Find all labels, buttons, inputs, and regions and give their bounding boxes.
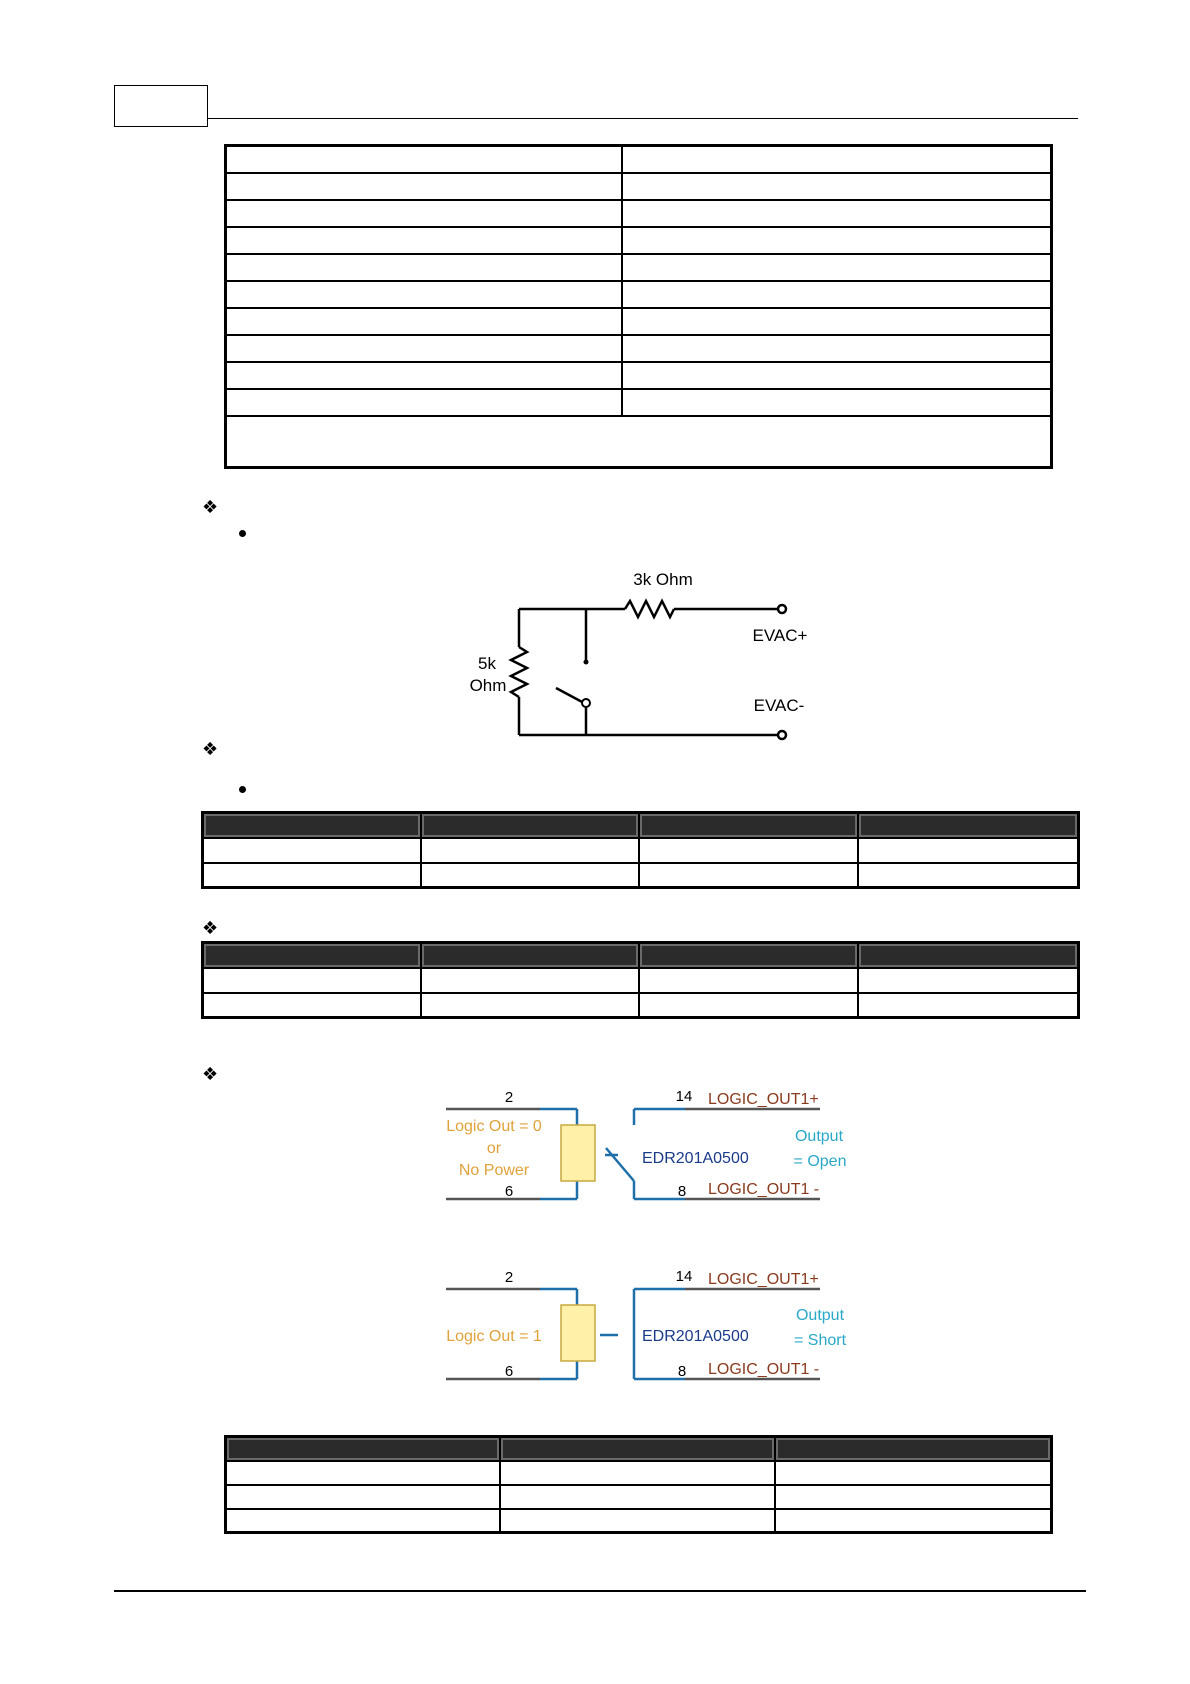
pin-6-label: 6: [504, 1363, 514, 1380]
page-number-box: [114, 85, 208, 127]
table-cell: [858, 993, 1079, 1018]
table-header-cell: [421, 813, 639, 838]
table-cell: [203, 838, 421, 863]
pin-2-label: 2: [504, 1269, 514, 1286]
table-cell: [858, 838, 1079, 863]
table-cell: [226, 1485, 500, 1509]
table-header-cell: [421, 943, 639, 968]
pin-6-label: 6: [504, 1183, 514, 1200]
table-cell: [226, 173, 622, 200]
table-row-note: [226, 416, 1052, 468]
pin-14-label: 14: [675, 1088, 693, 1105]
diamond-bullet-icon: ❖: [202, 739, 219, 760]
table-cell: [858, 968, 1079, 993]
table-cell: [226, 281, 622, 308]
table-cell: [622, 146, 1052, 173]
table-row: [226, 1461, 1052, 1485]
table-4: [224, 1435, 1053, 1534]
table-cell: [226, 335, 622, 362]
table-cell: [226, 254, 622, 281]
table-row: [226, 173, 1052, 200]
relay-short-diagram: [440, 1265, 860, 1395]
table-header-row: [203, 943, 1079, 968]
coil-state-label-2: or: [486, 1140, 502, 1157]
relay-part-number: EDR201A0500: [642, 1150, 749, 1167]
table-cell: [203, 863, 421, 888]
pin-8-label: 8: [677, 1183, 687, 1200]
table-cell: [639, 993, 858, 1018]
table-cell: [421, 968, 639, 993]
table-cell: [775, 1485, 1052, 1509]
logic-out-plus-label: LOGIC_OUT1+: [708, 1271, 819, 1288]
logic-out-minus-label: LOGIC_OUT1 -: [708, 1181, 820, 1198]
evac-circuit-diagram: [460, 565, 830, 745]
table-row: [203, 993, 1079, 1018]
pin-8-label: 8: [677, 1363, 687, 1380]
table-cell: [226, 1509, 500, 1533]
diamond-bullet-icon: ❖: [202, 497, 219, 518]
footer-rule: [114, 1590, 1086, 1592]
coil-state-label-1: Logic Out = 0: [446, 1118, 542, 1135]
table-row: [226, 335, 1052, 362]
relay-part-number: EDR201A0500: [642, 1328, 749, 1345]
table-cell: [500, 1461, 775, 1485]
table-header-cell: [500, 1437, 775, 1461]
table-cell: [500, 1485, 775, 1509]
table-cell: [622, 227, 1052, 254]
table-cell: [203, 968, 421, 993]
table-header-cell: [639, 813, 858, 838]
table-cell: [421, 863, 639, 888]
table-row: [226, 362, 1052, 389]
table-cell: [421, 838, 639, 863]
relay-open-diagram: [440, 1085, 860, 1215]
evac-minus-label: EVAC-: [753, 696, 805, 715]
table-cell: [622, 173, 1052, 200]
logic-out-plus-label: LOGIC_OUT1+: [708, 1091, 819, 1108]
output-state-label-1: Output: [795, 1307, 845, 1324]
table-cell: [622, 200, 1052, 227]
table-cell: [203, 993, 421, 1018]
table-cell: [226, 416, 1052, 468]
table-row: [203, 863, 1079, 888]
table-header-cell: [775, 1437, 1052, 1461]
table-2: [201, 811, 1080, 889]
table-header-row: [203, 813, 1079, 838]
table-row: [226, 281, 1052, 308]
diamond-bullet-icon: ❖: [202, 918, 219, 939]
table-row: [203, 838, 1079, 863]
table-header-cell: [858, 943, 1079, 968]
table-cell: [775, 1509, 1052, 1533]
table-header-cell: [226, 1437, 500, 1461]
table-row: [226, 146, 1052, 173]
coil-state-label-3: No Power: [458, 1162, 530, 1179]
table-header-cell: [858, 813, 1079, 838]
series-resistor-label: 3k Ohm: [633, 570, 693, 589]
pin-2-label: 2: [504, 1089, 514, 1106]
table-cell: [622, 362, 1052, 389]
table-cell: [226, 1461, 500, 1485]
table-cell: [226, 362, 622, 389]
table-row: [226, 308, 1052, 335]
table-cell: [622, 281, 1052, 308]
table-cell: [639, 838, 858, 863]
table-cell: [639, 863, 858, 888]
table-header-cell: [203, 943, 421, 968]
table-cell: [421, 993, 639, 1018]
round-bullet-icon: [239, 786, 246, 793]
table-cell: [622, 335, 1052, 362]
evac-plus-label: EVAC+: [752, 626, 808, 645]
table-row: [226, 200, 1052, 227]
table-header-cell: [203, 813, 421, 838]
table-cell: [226, 146, 622, 173]
table-cell: [500, 1509, 775, 1533]
round-bullet-icon: [239, 530, 246, 537]
table-cell: [639, 968, 858, 993]
table-cell: [226, 308, 622, 335]
header-rule: [208, 118, 1078, 119]
table-row: [226, 1509, 1052, 1533]
table-cell: [226, 200, 622, 227]
logic-out-minus-label: LOGIC_OUT1 -: [708, 1361, 820, 1378]
diamond-bullet-icon: ❖: [202, 1064, 219, 1085]
spec-table: [224, 144, 1053, 469]
table-cell: [622, 389, 1052, 416]
pin-14-label: 14: [675, 1268, 693, 1285]
table-row: [203, 968, 1079, 993]
output-state-label-1: Output: [794, 1128, 844, 1145]
table-row: [226, 1485, 1052, 1509]
table-cell: [226, 389, 622, 416]
table-header-cell: [639, 943, 858, 968]
table-cell: [622, 254, 1052, 281]
shunt-resistor-label-value: 5k: [478, 654, 496, 673]
table-cell: [226, 227, 622, 254]
table-cell: [858, 863, 1079, 888]
output-state-label-2: = Open: [793, 1153, 847, 1170]
table-3: [201, 941, 1080, 1019]
table-cell: [775, 1461, 1052, 1485]
shunt-resistor-label-unit: Ohm: [469, 676, 507, 695]
output-state-label-2: = Short: [793, 1332, 847, 1349]
table-row: [226, 254, 1052, 281]
coil-state-label-1: Logic Out = 1: [446, 1328, 542, 1345]
table-cell: [622, 308, 1052, 335]
table-header-row: [226, 1437, 1052, 1461]
table-row: [226, 227, 1052, 254]
table-row: [226, 389, 1052, 416]
